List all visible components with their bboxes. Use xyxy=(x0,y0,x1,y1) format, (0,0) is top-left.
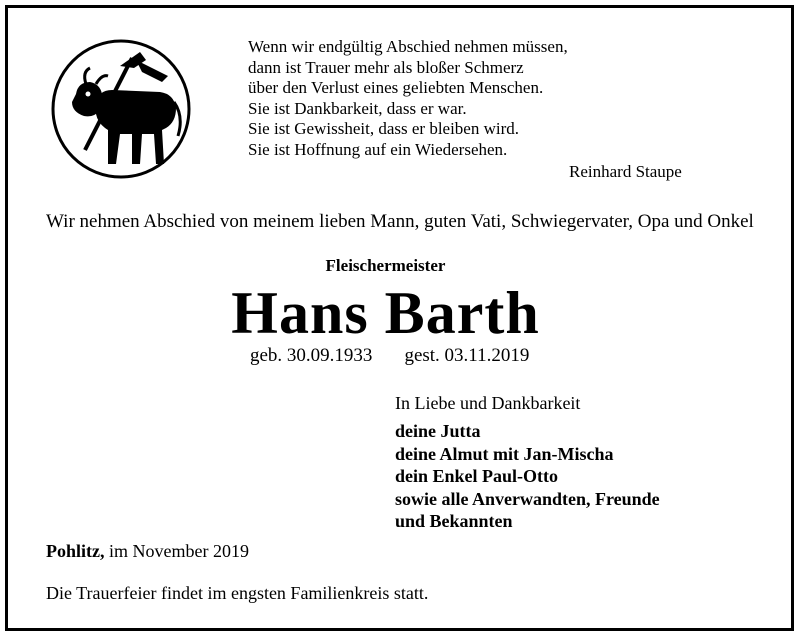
obituary-notice xyxy=(5,5,794,631)
poem-line: über den Verlust eines geliebten Menschen. xyxy=(248,78,544,98)
poem-line: Sie ist Dankbarkeit, dass er war. xyxy=(248,98,467,118)
death-date: gest. 03.11.2019 xyxy=(404,345,530,366)
mourners-heading: In Liebe und Dankbarkeit xyxy=(395,393,581,413)
life-dates xyxy=(250,345,529,367)
poem-line: dann ist Trauer mehr als bloßer Schmerz xyxy=(248,57,524,77)
mourner-line: sowie alle Anverwandten, Freunde xyxy=(395,488,660,509)
deceased-name: Hans Barth xyxy=(231,280,540,346)
mourner-line: dein Enkel Paul-Otto xyxy=(395,466,559,487)
mourner-line: deine Almut mit Jan-Mischa xyxy=(395,443,614,464)
poem-line: Wenn wir endgültig Abschied nehmen müssen, xyxy=(248,37,568,56)
mourners-list xyxy=(395,420,660,533)
poem-line: Sie ist Hoffnung auf ein Wiedersehen. xyxy=(248,139,508,159)
deceased-title: Fleischermeister xyxy=(325,256,446,275)
ceremony-note: Die Trauerfeier findet im engsten Familienkreis statt. xyxy=(46,583,429,603)
place-date-text: im November 2019 xyxy=(104,541,249,561)
poem xyxy=(248,37,568,161)
butcher-guild-ox-emblem-icon xyxy=(50,38,192,180)
birth-date: geb. 30.09.1933 xyxy=(250,345,373,366)
intro-text: Wir nehmen Abschied von meinem lieben Mann, guten Vati, Schwiegervater, Opa und Onkel xyxy=(46,211,754,232)
place-date xyxy=(46,541,249,562)
mourner-line: und Bekannten xyxy=(395,511,513,532)
place-town: Pohlitz, xyxy=(46,541,105,561)
poem-line: Sie ist Gewissheit, dass er bleiben wird. xyxy=(248,119,520,139)
mourner-line: deine Jutta xyxy=(395,421,481,441)
poem-author: Reinhard Staupe xyxy=(569,162,682,181)
